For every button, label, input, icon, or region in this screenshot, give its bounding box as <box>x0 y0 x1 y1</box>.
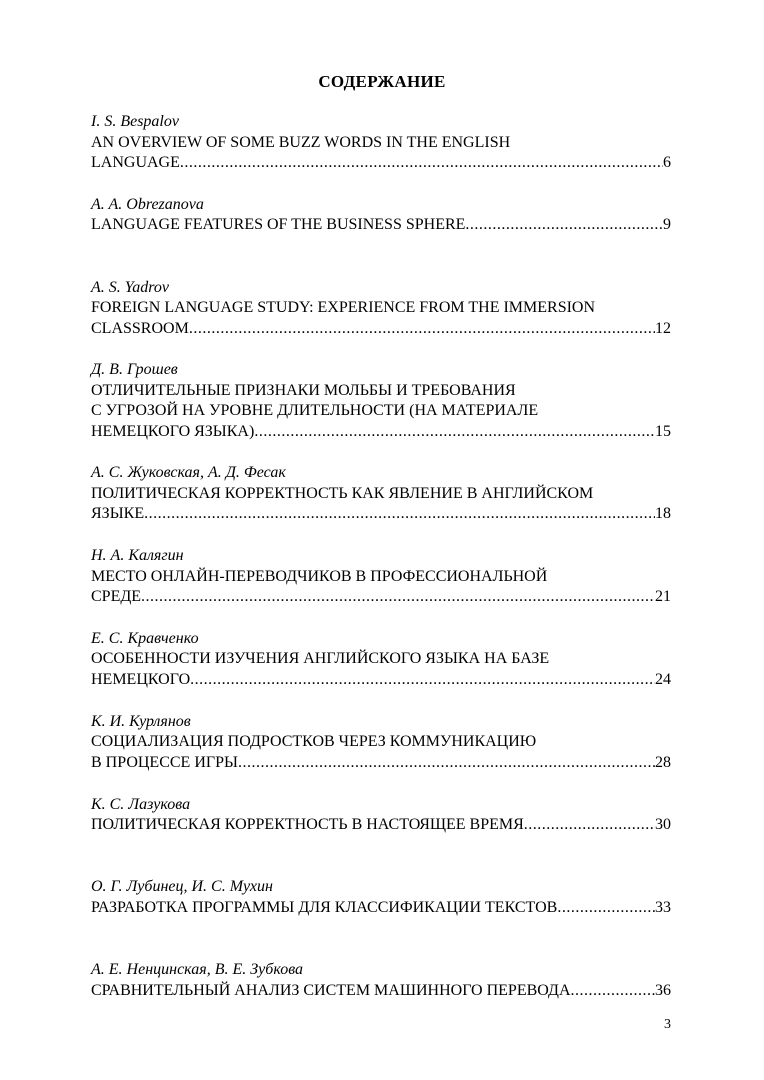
toc-title-line: ОСОБЕННОСТИ ИЗУЧЕНИЯ АНГЛИЙСКОГО ЯЗЫКА НА БАЗЕ <box>91 650 550 668</box>
toc-page-number: 6 <box>663 154 671 171</box>
toc-title-line: ПОЛИТИЧЕСКАЯ КОРРЕКТНОСТЬ КАК ЯВЛЕНИЕ В АНГЛИЙСКОМ <box>91 484 594 502</box>
dot-leader <box>190 670 655 691</box>
toc-page-number: 18 <box>655 505 671 523</box>
toc-entry <box>91 629 671 712</box>
toc-title-line: ПОЛИТИЧЕСКАЯ КОРРЕКТНОСТЬ В НАСТОЯЩЕЕ ВРЕМЯ <box>91 816 524 834</box>
toc-title-line: В ПРОЦЕССЕ ИГРЫ <box>91 753 238 771</box>
toc-title-last-line <box>91 898 671 919</box>
toc-author: О. Г. Лубинец, И. С. Мухин <box>91 878 273 896</box>
dot-leader <box>144 504 655 525</box>
dot-leader <box>571 981 656 1002</box>
toc-author: I. S. Bespalov <box>91 113 179 130</box>
toc-entry <box>91 112 671 195</box>
toc-author: Е. С. Кравченко <box>91 629 199 647</box>
toc-entry <box>91 463 671 546</box>
page-title: СОДЕРЖАНИЕ <box>318 72 446 91</box>
toc-title-last-line <box>91 422 671 443</box>
toc-title-last-line <box>91 981 671 1002</box>
toc-entry <box>91 546 671 629</box>
toc-title-line: НЕМЕЦКОГО <box>91 670 191 688</box>
toc-title-line: AN OVERVIEW OF SOME BUZZ WORDS IN THE ENGLISH <box>91 133 511 151</box>
toc-entry <box>91 360 671 463</box>
toc-title-line: ОТЛИЧИТЕЛЬНЫЕ ПРИЗНАКИ МОЛЬБЫ И ТРЕБОВАНИЯ <box>91 381 516 399</box>
dot-leader <box>524 815 655 836</box>
toc-title-line: НЕМЕЦКОГО ЯЗЫКА) <box>91 422 255 440</box>
toc-page-number: 9 <box>663 216 671 234</box>
toc-title-line: LANGUAGE <box>91 154 180 171</box>
toc-title-last-line <box>91 504 671 525</box>
toc-entry <box>91 712 671 795</box>
toc-title-line: СРАВНИТЕЛЬНЫЙ АНАЛИЗ СИСТЕМ МАШИННОГО ПЕРЕВОДА <box>91 981 571 999</box>
toc-entry <box>91 877 671 960</box>
toc-author: К. С. Лазукова <box>91 795 191 813</box>
toc-entry <box>91 960 671 1043</box>
toc-title-last-line <box>91 815 671 836</box>
toc-page-number: 12 <box>655 319 671 337</box>
toc-title-last-line <box>91 587 671 608</box>
toc-entry <box>91 278 671 361</box>
toc-title-line: СРЕДЕ <box>91 588 142 606</box>
toc-title-line: С УГРОЗОЙ НА УРОВНЕ ДЛИТЕЛЬНОСТИ (НА МАТЕРИАЛЕ <box>91 402 539 420</box>
dot-leader <box>180 153 663 174</box>
dot-leader <box>557 898 655 919</box>
toc-page-number: 30 <box>655 816 671 834</box>
toc-title-line: LANGUAGE FEATURES OF THE BUSINESS SPHERE <box>91 216 466 234</box>
toc-title-line: CLASSROOM <box>91 319 189 337</box>
toc-entry <box>91 795 671 878</box>
table-of-contents <box>91 112 671 1043</box>
toc-page-number: 21 <box>655 588 671 606</box>
dot-leader <box>141 587 655 608</box>
toc-author: Д. В. Грошев <box>91 361 178 379</box>
dot-leader <box>238 753 655 774</box>
toc-page-number: 28 <box>655 753 671 771</box>
toc-title-last-line <box>91 319 671 340</box>
page-number: 3 <box>664 1017 671 1032</box>
toc-author: A. S. Yadrov <box>91 278 169 296</box>
toc-entry <box>91 195 671 278</box>
toc-title-line: МЕСТО ОНЛАЙН-ПЕРЕВОДЧИКОВ В ПРОФЕССИОНАЛЬНОЙ <box>91 567 548 585</box>
toc-page-number: 15 <box>655 422 671 440</box>
toc-title-line: ЯЗЫКЕ <box>91 505 145 523</box>
toc-author: А. Е. Ненцинская, В. Е. Зубкова <box>91 961 304 979</box>
dot-leader <box>465 215 663 236</box>
toc-author: К. И. Курлянов <box>91 712 191 730</box>
toc-title-last-line <box>91 153 671 174</box>
toc-title-line: РАЗРАБОТКА ПРОГРАММЫ ДЛЯ КЛАССИФИКАЦИИ ТЕКСТОВ <box>91 898 558 916</box>
toc-author: A. A. Obrezanova <box>91 195 204 213</box>
dot-leader <box>189 319 655 340</box>
toc-title-last-line <box>91 215 671 236</box>
toc-author: Н. А. Калягин <box>91 547 184 565</box>
toc-author: А. С. Жуковская, А. Д. Фесак <box>91 464 286 482</box>
toc-page-number: 36 <box>655 981 671 999</box>
toc-title-last-line <box>91 753 671 774</box>
toc-page-number: 24 <box>655 670 671 688</box>
toc-title-line: СОЦИАЛИЗАЦИЯ ПОДРОСТКОВ ЧЕРЕЗ КОММУНИКАЦИЮ <box>91 733 537 751</box>
dot-leader <box>254 422 655 443</box>
toc-page-number: 33 <box>655 898 671 916</box>
toc-title-line: FOREIGN LANGUAGE STUDY: EXPERIENCE FROM THE IMMERSION <box>91 299 596 317</box>
toc-title-last-line <box>91 670 671 691</box>
